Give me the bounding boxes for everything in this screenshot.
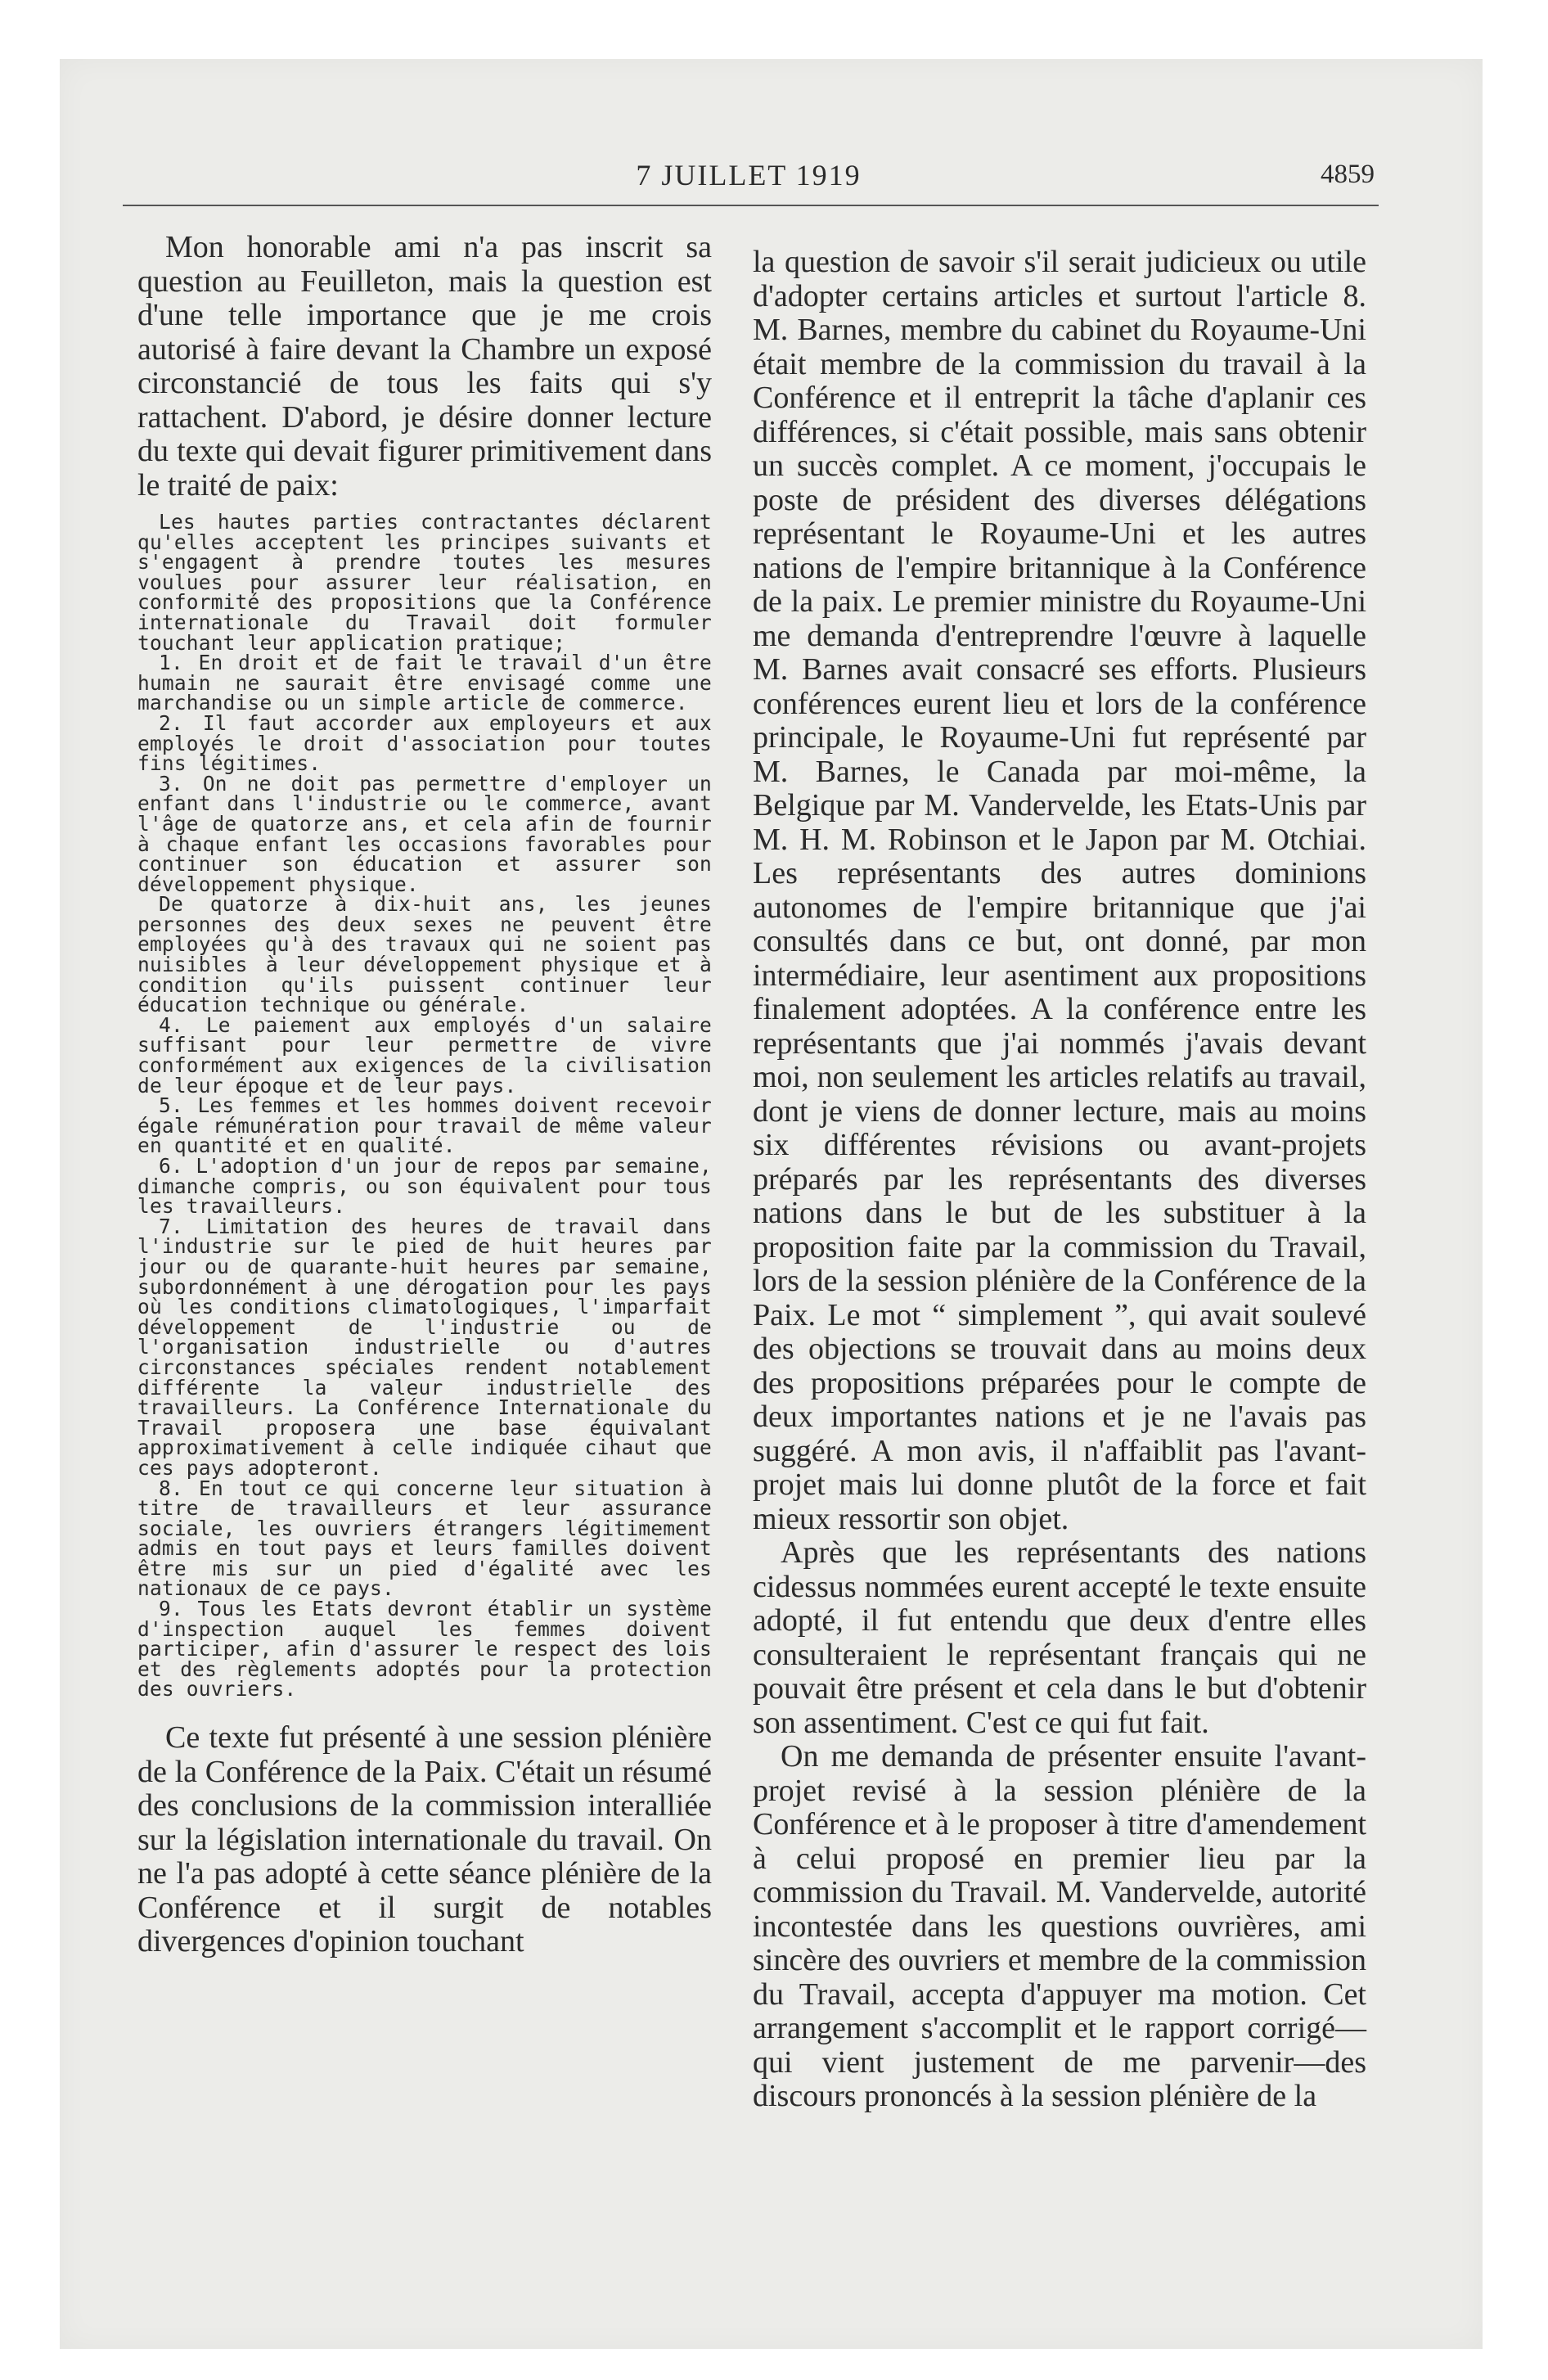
left-column <box>137 231 712 1959</box>
quote-item: 8. En tout ce qui concerne leur situation à titre de travailleurs et leur assurance sociale, les ouvriers étrangers légitimement admis en tout pays et leurs familles doivent être mis sur un pied d'égalité avec les nationaux de ce pays. <box>137 1476 712 1601</box>
quote-item: 5. Les femmes et les hommes doivent recevoir égale rémunération pour travail de même valeur en quantité et en qualité. <box>137 1093 712 1158</box>
body-paragraph: la question de savoir s'il serait judicieux ou utile d'adopter certains articles et surtout l'article 8. M. Barnes, membre du cabinet du Royaume-Uni était membre de la commission du travail à la Conférence et il entreprit la tâche d'aplanir ces différences, si c'était possible, mais sans obtenir un succès complet. A ce moment, j'occupais le poste de président des diverses délégations représentant le Royaume-Uni et les autres nations de l'empire britannique à la Conférence de la paix. Le premier ministre du Royaume-Uni me demanda d'entreprendre l'œuvre à laquelle M. Barnes avait consacré ses efforts. Plusieurs conférences eurent lieu et lors de la conférence principale, le Royaume-Uni fut représenté par M. Barnes, le Canada par moi-même, la Belgique par M. Vandervelde, les Etats-Unis par M. H. M. Robinson et le Japon par M. Otchiai. Les représentants des autres dominions autonomes de l'empire britannique que j'ai consultés dans ce but, ont donné, par mon intermédiaire, leur asentiment aux propositions finalement adoptées. A la conférence entre les représentants que j'ai nommés j'avais devant moi, non seulement les articles relatifs au travail, dont je viens de donner lecture, mais au moins six différentes révisions ou avant-projets préparés par les représentants des diverses nations dans le but de les substituer à la proposition faite par la commission du Travail, lors de la session plénière de la Conférence de la Paix. Le mot “ simplement ”, qui avait soulevé des objections se trouvait dans au moins deux des propositions préparées pour le compte de deux importantes nations et je ne l'avais pas suggéré. A mon avis, il n'affaiblit pas l'avant-projet mais lui donne plutôt de la force et fait mieux ressortir son objet. <box>753 245 1366 1536</box>
header-rule <box>123 205 1379 206</box>
page-header <box>123 158 1375 191</box>
right-column <box>753 246 1366 2114</box>
quote-item: 2. Il faut accorder aux employeurs et aux employés le droit d'association pour toutes fins légitimes. <box>137 710 712 776</box>
body-paragraph: On me demanda de présenter ensuite l'avant-projet revisé à la session plénière de la Conférence et à le proposer à titre d'amendement à celui proposé en premier lieu par la commission du Travail. M. Vandervelde, autorité incontestée dans les questions ouvrières, ami sincère des ouvriers et membre de la commission du Travail, accepta d'appuyer ma motion. Cet arrangement s'accomplit et le rapport corrigé—qui vient justement de me parvenir—des discours prononcés à la session plénière de la <box>753 1739 1366 2113</box>
quote-item: De quatorze à dix-huit ans, les jeunes personnes des deux sexes ne peuvent être employées qu'à des travaux qui ne soient pas nuisibles à leur développement physique et à condition qu'ils puissent continuer leur éducation technique ou générale. <box>137 892 712 1017</box>
page-number: 4859 <box>1321 160 1375 189</box>
intro-paragraph: Mon honorable ami n'a pas inscrit sa question au Feuilleton, mais la question est d'une telle importance que je me crois autorisé à faire devant la Chambre un exposé circonstancié de tous les faits qui s'y rattachent. D'abord, je désire donner lecture du texte qui devait figurer primitivement dans le traité de paix: <box>137 230 712 503</box>
quote-item: 3. On ne doit pas permettre d'employer un enfant dans l'industrie ou le commerce, avant l'âge de quatorze ans, et cela afin de fournir à chaque enfant les occasions favorables pour continuer son éducation et assurer son développement physique. <box>137 771 712 896</box>
quote-item: 7. Limitation des heures de travail dans l'industrie sur le pied de huit heures par jour ou de quarante-huit heures par semaine, subordonnément à une dérogation pour les pays où les conditions climatologiques, l'imparfait développement de l'industrie ou de l'organisation industrielle ou d'autres circonstances spéciales rendent notablement différente la valeur industrielle des travailleurs. La Conférence Internationale du Travail proposera une base équivalant approximativement à celle indiquée cihaut que ces pays adopteront. <box>137 1214 712 1480</box>
quote-preamble: Les hautes parties contractantes déclarent qu'elles acceptent les principes suivants et s'engagent à prendre toutes les mesures voulues pour assurer leur réalisation, en conformité des propositions que la Conférence internationale du Travail doit formuler touchant leur application pratique; <box>137 510 712 655</box>
body-paragraph: Après que les représentants des nations cidessus nommées eurent accepté le texte ensuite adopté, il fut entendu que deux d'entre elles consulteraient le représentant français qui ne pouvait être présent et cela dans le but d'obtenir son assentiment. C'est ce qui fut fait. <box>753 1535 1366 1740</box>
after-quote-paragraph: Ce texte fut présenté à une session plénière de la Conférence de la Paix. C'était un résumé des conclusions de la commission interalliée sur la législation internationale du travail. On ne l'a pas adopté à cette séance plénière de la Conférence et il surgit de notables divergences d'opinion touchant <box>137 1720 712 1959</box>
quote-item: 1. En droit et de fait le travail d'un être humain ne saurait être envisagé comme une marchandise ou un simple article de commerce. <box>137 651 712 715</box>
header-date: 7 JUILLET 1919 <box>636 159 862 192</box>
treaty-quote <box>137 512 712 1700</box>
quote-item: 4. Le paiement aux employés d'un salaire suffisant pour leur permettre de vivre conformément aux exigences de la civilisation de leur époque et de leur pays. <box>137 1012 712 1098</box>
quote-item: 6. L'adoption d'un jour de repos par semaine, dimanche compris, ou son équivalent pour tous les travailleurs. <box>137 1154 712 1219</box>
quote-item: 9. Tous les Etats devront établir un système d'inspection auquel les femmes doivent participer, afin d'assurer le respect des lois et des règlements adoptés pour la protection des ouvriers. <box>137 1597 712 1702</box>
